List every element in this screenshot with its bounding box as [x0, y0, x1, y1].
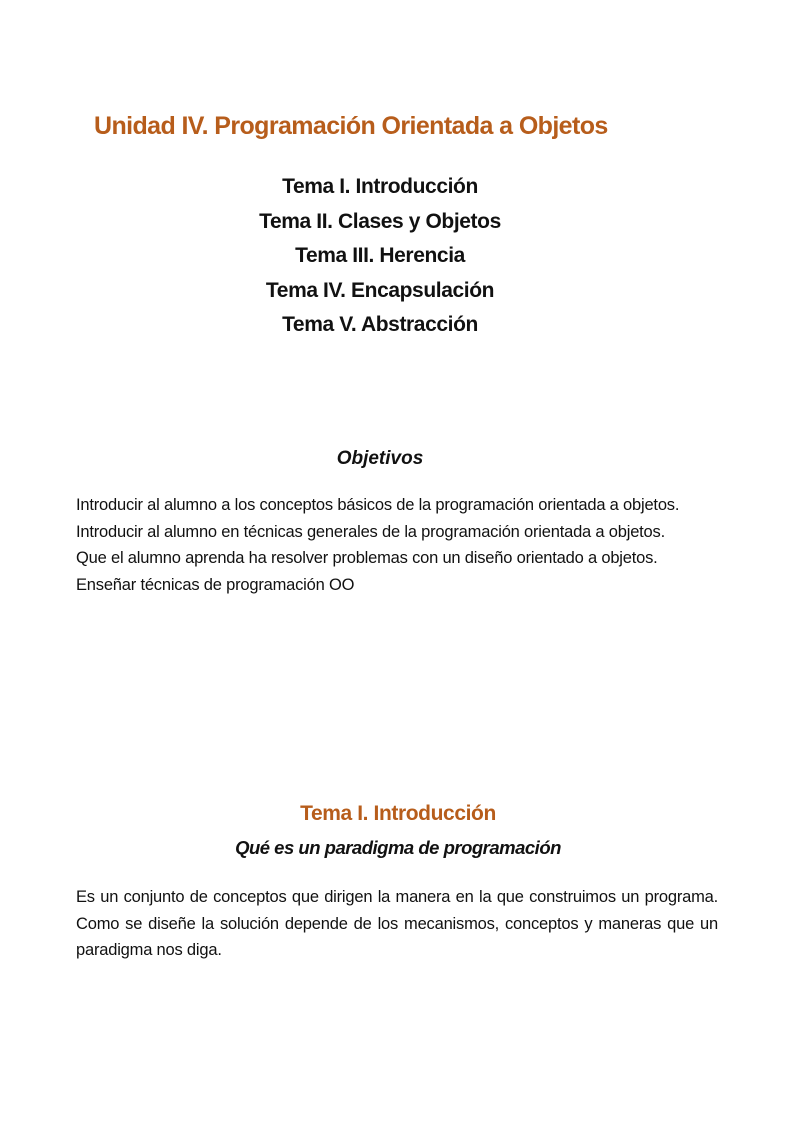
objectives-heading: Objetivos: [336, 448, 424, 469]
objective-item: Introducir al alumno en técnicas generales de la programación orientada a objetos.: [76, 522, 665, 541]
toc-item-tema-4: Tema IV. Encapsulación: [265, 278, 495, 302]
section-title: Tema I. Introducción: [300, 802, 496, 825]
toc-item-tema-1: Tema I. Introducción: [282, 175, 478, 198]
objective-item: Introducir al alumno a los conceptos básicos de la programación orientada a objetos.: [76, 496, 680, 514]
objective-item: Enseñar técnicas de programación OO: [76, 575, 355, 594]
objectives-list: [76, 492, 681, 598]
section-subtitle: Qué es un paradigma de programación: [235, 837, 561, 858]
section-body-paragraph: Es un conjunto de conceptos que dirigen la manera en la que construimos un programa. Como se diseñe la solución depende de los mecanismos, conceptos y maneras que un paradigma nos diga.: [76, 888, 718, 959]
table-of-contents: [0, 170, 760, 343]
unit-title: Unidad IV. Programación Orientada a Objetos: [94, 112, 608, 140]
objective-item: Que el alumno aprenda ha resolver problemas con un diseño orientado a objetos.: [76, 549, 658, 567]
toc-item-tema-2: Tema II. Clases y Objetos: [259, 209, 501, 233]
toc-item-tema-5: Tema V. Abstracción: [282, 313, 478, 336]
toc-item-tema-3: Tema III. Herencia: [295, 244, 465, 267]
